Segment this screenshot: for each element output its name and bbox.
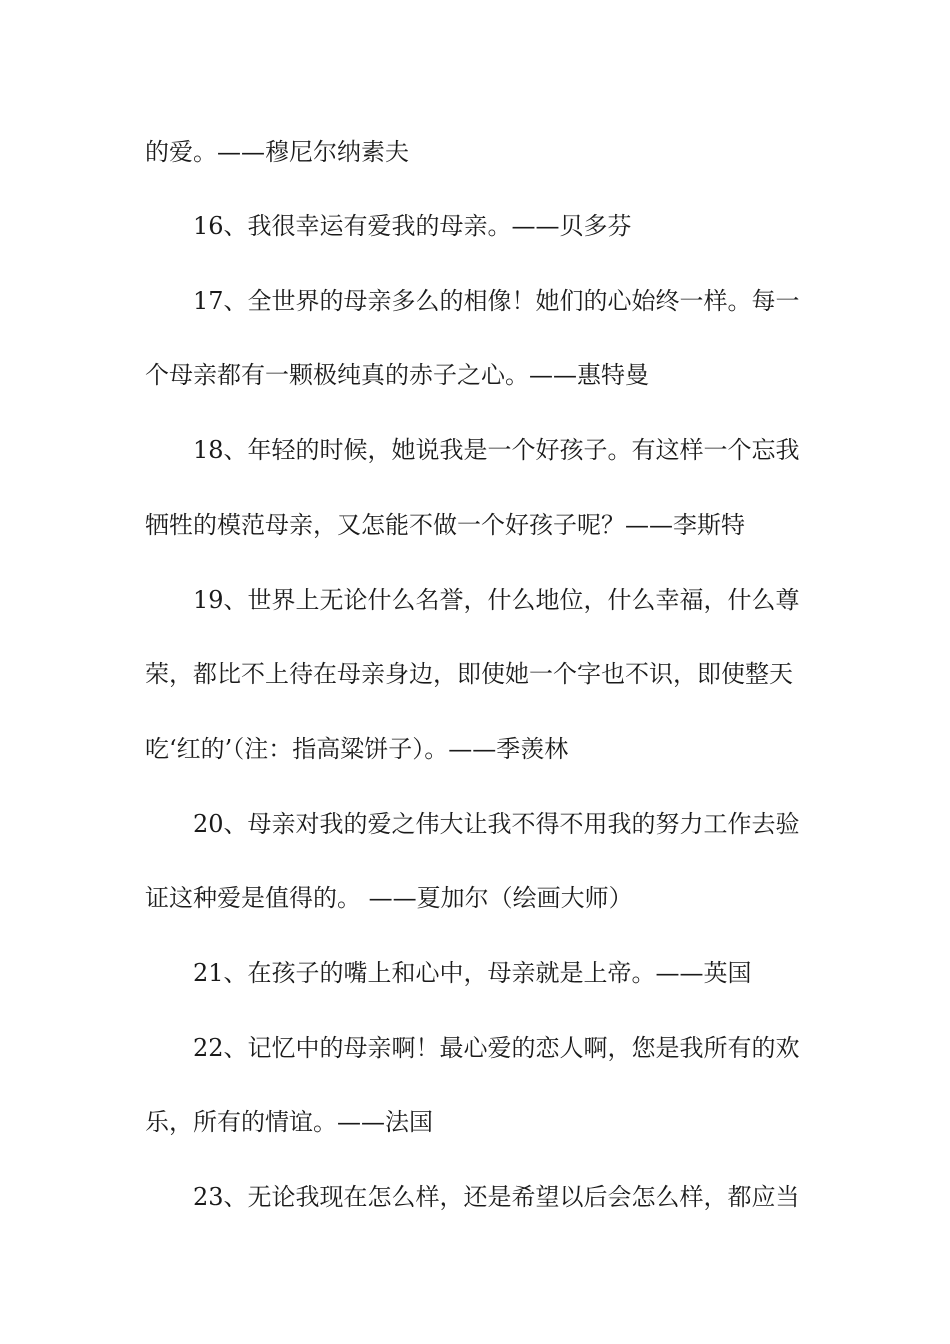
text-line: 乐，所有的情谊。——法国 bbox=[145, 1108, 433, 1136]
text-line: 吃‘红的’（注：指高粱饼子）。——季羡林 bbox=[145, 735, 569, 763]
text-line: 牺牲的模范母亲，又怎能不做一个好孩子呢？——李斯特 bbox=[145, 511, 745, 539]
quote-16: 16、我很幸运有爱我的母亲。——贝多芬 bbox=[193, 212, 632, 240]
quote-19: 19、世界上无论什么名誉，什么地位，什么幸福，什么尊 bbox=[193, 586, 800, 614]
text-line: 证这种爱是值得的。 ——夏加尔（绘画大师） bbox=[145, 884, 633, 912]
text-line: 个母亲都有一颗极纯真的赤子之心。——惠特曼 bbox=[145, 361, 649, 389]
text-line: 的爱。——穆尼尔纳素夫 bbox=[145, 138, 409, 166]
quote-23: 23、无论我现在怎么样，还是希望以后会怎么样，都应当 bbox=[193, 1183, 800, 1211]
quote-21: 21、在孩子的嘴上和心中，母亲就是上帝。——英国 bbox=[193, 959, 752, 987]
quote-20: 20、母亲对我的爱之伟大让我不得不用我的努力工作去验 bbox=[193, 810, 800, 838]
quote-22: 22、记忆中的母亲啊！最心爱的恋人啊，您是我所有的欢 bbox=[193, 1034, 800, 1062]
text-line: 荣，都比不上待在母亲身边，即使她一个字也不识，即使整天 bbox=[145, 660, 793, 688]
quote-18: 18、年轻的时候，她说我是一个好孩子。有这样一个忘我 bbox=[193, 436, 800, 464]
quote-17: 17、全世界的母亲多么的相像！她们的心始终一样。每一 bbox=[193, 287, 800, 315]
